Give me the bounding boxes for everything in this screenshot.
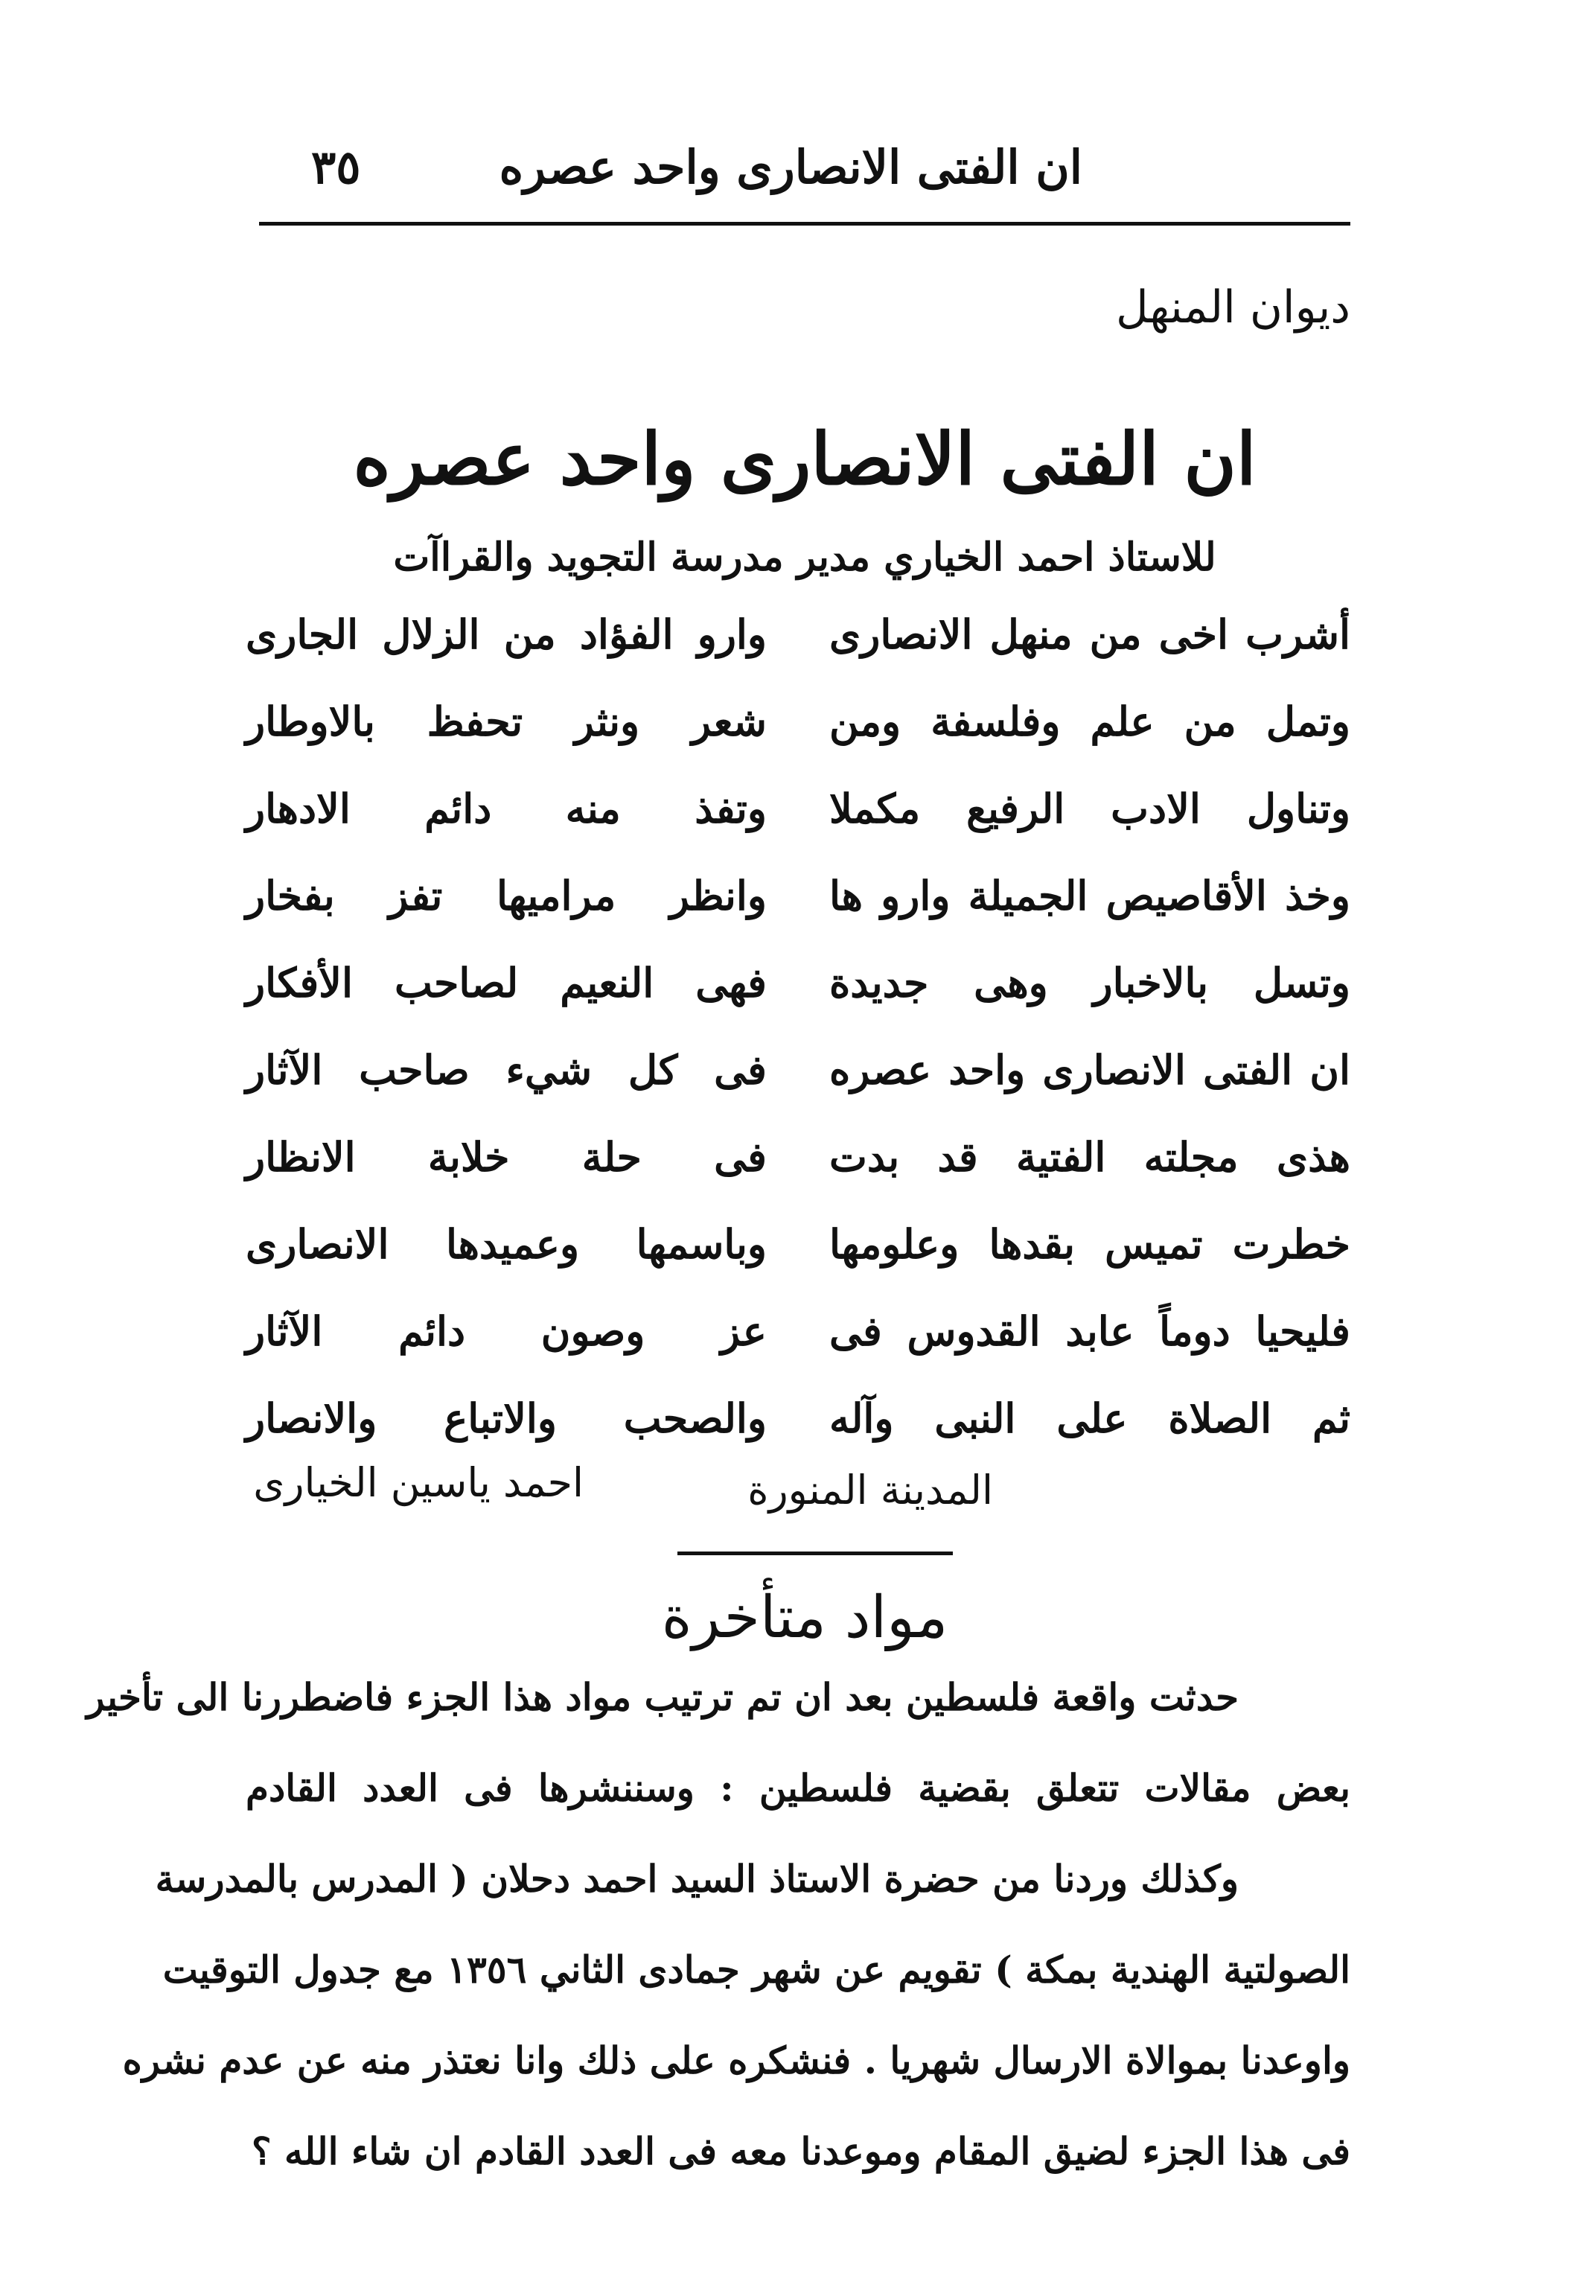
header-rule <box>259 222 1350 226</box>
verse-first-hemistich: فليحيا دوماً عابد القدوس فى <box>829 1307 1350 1355</box>
poem-verse <box>246 1046 1350 1133</box>
verse-second-hemistich: وباسمها وعميدها الانصارى <box>246 1220 767 1268</box>
poem-verse <box>246 872 1350 959</box>
verse-second-hemistich: عز وصون دائم الآثار <box>246 1307 767 1355</box>
section-divider <box>677 1552 953 1555</box>
verse-first-hemistich: ان الفتى الانصارى واحد عصره <box>829 1046 1350 1094</box>
verse-second-hemistich: وانظر مراميها تفز بفخار <box>246 872 767 919</box>
signature-place: المدينة المنورة <box>747 1467 993 1514</box>
verse-first-hemistich: خطرت تميس بقدها وعلومها <box>829 1220 1350 1268</box>
verse-second-hemistich: والصحب والاتباع والانصار <box>246 1394 767 1442</box>
notice-title: مواد متأخرة <box>661 1584 948 1651</box>
verse-second-hemistich: فى حلة خلابة الانظار <box>246 1133 767 1181</box>
notice-line: فى هذا الجزء لضيق المقام وموعدنا معه فى العدد القادم ان شاء الله ؟ <box>252 2129 1350 2173</box>
poem-verse <box>246 610 1350 698</box>
running-title: ان الفتى الانصارى واحد عصره <box>499 140 1082 194</box>
poem-verse <box>246 698 1350 785</box>
verse-first-hemistich: أشرب اخى من منهل الانصارى <box>829 610 1350 658</box>
verse-second-hemistich: شعر ونثر تحفظ بالاوطار <box>246 698 767 745</box>
poem-verse <box>246 1220 1350 1307</box>
verse-second-hemistich: وتفذ منه دائم الادهار <box>246 785 767 832</box>
verse-second-hemistich: فهى النعيم لصاحب الأفكار <box>246 959 767 1007</box>
notice-line: وكذلك وردنا من حضرة الاستاذ السيد احمد دحلان ( المدرس بالمدرسة <box>155 1857 1239 1901</box>
notice-line: بعض مقالات تتعلق بقضية فلسطين : وسننشرها فى العدد القادم <box>246 1766 1350 1810</box>
section-label: ديوان المنهل <box>1115 281 1350 334</box>
poem-verse <box>246 1307 1350 1394</box>
notice-line: الصولتية الهندية بمكة ) تقويم عن شهر جمادى الثاني ١٣٥٦ مع جدول التوقيت <box>162 1948 1350 1992</box>
poem-verse <box>246 959 1350 1046</box>
verse-second-hemistich: فى كل شيء صاحب الآثار <box>246 1046 767 1094</box>
poem-verse <box>246 785 1350 872</box>
notice-line: واوعدنا بموالاة الارسال شهريا . فنشكره على ذلك وانا نعتذر منه عن عدم نشره <box>122 2038 1350 2082</box>
running-header <box>259 127 1350 216</box>
poem-title: ان الفتى الانصارى واحد عصره <box>353 417 1257 501</box>
notice-line: حدثت واقعة فلسطين بعد ان تم ترتيب مواد هذا الجزء فاضطررنا الى تأخير <box>86 1675 1239 1719</box>
verse-second-hemistich: وارو الفؤاد من الزلال الجارى <box>246 610 767 658</box>
verse-first-hemistich: وتسل بالاخبار وهى جديدة <box>829 959 1350 1007</box>
verse-first-hemistich: ثم الصلاة على النبى وآله <box>829 1394 1350 1442</box>
verse-first-hemistich: هذى مجلته الفتية قد بدت <box>829 1133 1350 1181</box>
poem-author: للاستاذ احمد الخياري مدير مدرسة التجويد والقراآت <box>393 535 1216 580</box>
poem-verse <box>246 1133 1350 1220</box>
verse-first-hemistich: وتناول الادب الرفيع مكملا <box>829 785 1350 832</box>
notice-body <box>86 1675 1350 2220</box>
verse-first-hemistich: وتمل من علم وفلسفة ومن <box>829 698 1350 745</box>
signature-name: احمد ياسين الخيارى <box>253 1459 584 1506</box>
poem-body <box>246 610 1350 1482</box>
page-number: ٣٥ <box>311 140 361 194</box>
verse-first-hemistich: وخذ الأقاصيص الجميلة وارو ها <box>829 872 1350 919</box>
